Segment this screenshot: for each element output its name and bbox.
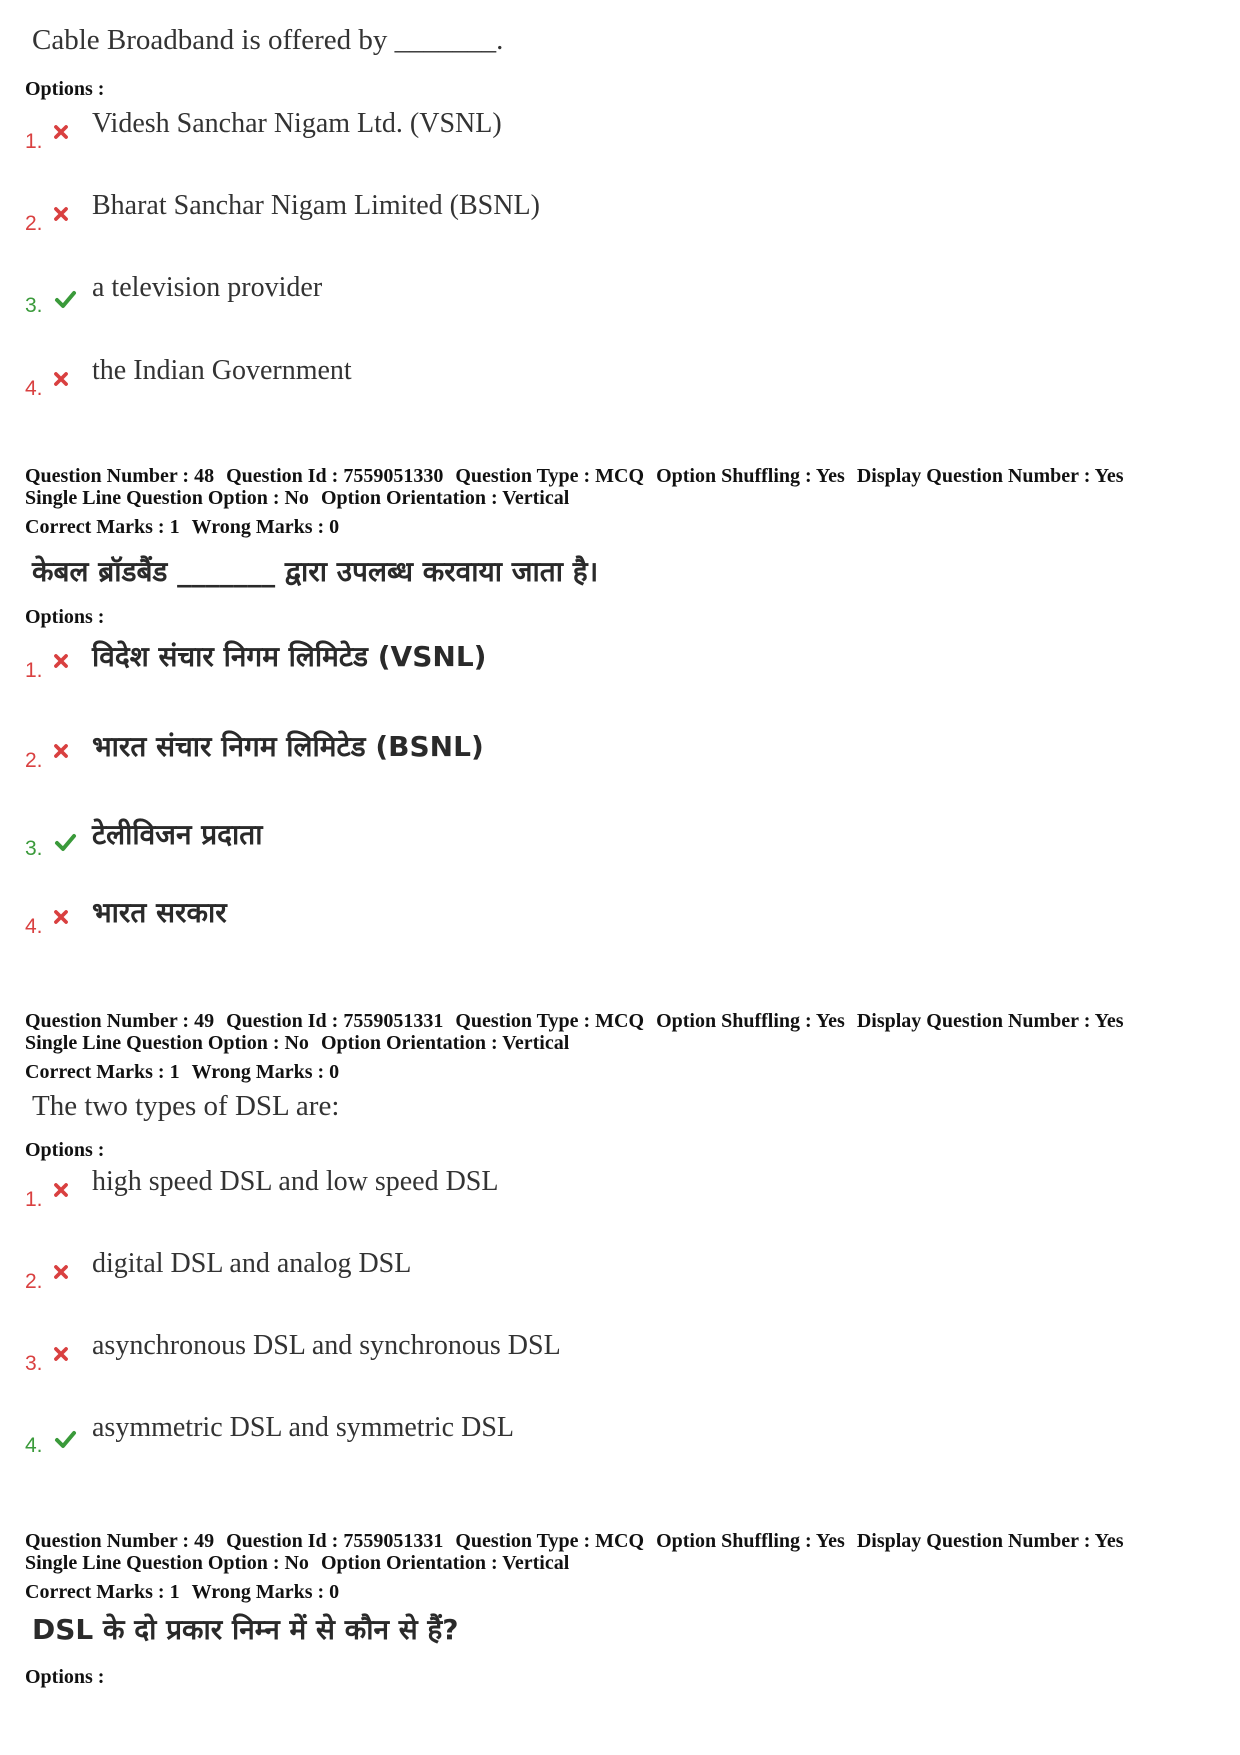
option-number: 2. (25, 1270, 43, 1293)
option-number: 2. (25, 749, 43, 772)
meta-line-2 (25, 1552, 1136, 1574)
option-text: asynchronous DSL and synchronous DSL (92, 1330, 561, 1361)
meta-field: Correct Marks : 1 (25, 516, 180, 538)
meta-field: Correct Marks : 1 (25, 1581, 180, 1603)
cross-icon (53, 653, 75, 675)
option-number: 3. (25, 837, 43, 860)
option-number: 3. (25, 1352, 43, 1375)
question-text: Cable Broadband is offered by _______. (32, 24, 504, 56)
meta-line-1 (25, 465, 1136, 487)
meta-field: Question Id : 7559051331 (226, 1010, 444, 1032)
meta-field: Option Shuffling : Yes (656, 1530, 845, 1552)
option-text: भारत संचार निगम लिमिटेड (BSNL) (92, 730, 484, 763)
option-row (0, 727, 1240, 787)
option-row (0, 815, 1240, 875)
option-text: टेलीविजन प्रदाता (92, 818, 263, 851)
meta-field: Single Line Question Option : No (25, 1552, 309, 1574)
check-icon (53, 831, 75, 853)
cross-icon (53, 909, 75, 931)
marks-line (25, 1581, 351, 1603)
option-text: भारत सरकार (92, 896, 227, 929)
meta-field: Option Shuffling : Yes (656, 1010, 845, 1032)
meta-field: Wrong Marks : 0 (191, 516, 340, 538)
cross-icon (53, 124, 75, 146)
question-text: The two types of DSL are: (32, 1090, 340, 1122)
meta-line-3 (25, 1581, 351, 1603)
check-icon (53, 288, 75, 310)
meta-field: Wrong Marks : 0 (191, 1581, 340, 1603)
option-text: digital DSL and analog DSL (92, 1248, 412, 1279)
meta-field: Question Type : MCQ (455, 465, 645, 487)
option-row (0, 1248, 1240, 1308)
options-label: Options : (25, 78, 105, 100)
meta-field: Question Type : MCQ (455, 1010, 645, 1032)
cross-icon (53, 743, 75, 765)
question-text: केबल ब्रॉडबैंड _______ द्वारा उपलब्ध करवाया जाता है। (32, 555, 599, 588)
meta-field: Wrong Marks : 0 (191, 1061, 340, 1083)
meta-line-1 (25, 1530, 1136, 1552)
options-label: Options : (25, 606, 105, 628)
option-number: 4. (25, 1434, 43, 1457)
meta-field: Question Number : 49 (25, 1010, 215, 1032)
option-number: 1. (25, 130, 43, 153)
meta-field: Display Question Number : Yes (856, 1530, 1124, 1552)
meta-line-3 (25, 516, 351, 538)
option-row (0, 190, 1240, 250)
option-row (0, 272, 1240, 332)
marks-line (25, 1061, 351, 1083)
option-number: 1. (25, 659, 43, 682)
meta-line-2 (25, 1032, 1136, 1054)
meta-field: Display Question Number : Yes (856, 1010, 1124, 1032)
option-text: a television provider (92, 272, 323, 303)
option-number: 4. (25, 915, 43, 938)
meta-field: Correct Marks : 1 (25, 1061, 180, 1083)
option-number: 3. (25, 294, 43, 317)
option-row (0, 893, 1240, 953)
option-number: 4. (25, 377, 43, 400)
option-row (0, 637, 1240, 697)
option-number: 1. (25, 1188, 43, 1211)
meta-line-1 (25, 1010, 1136, 1032)
option-text: विदेश संचार निगम लिमिटेड (VSNL) (92, 640, 487, 673)
meta-field: Option Shuffling : Yes (656, 465, 845, 487)
option-row (0, 1166, 1240, 1226)
meta-field: Question Number : 49 (25, 1530, 215, 1552)
meta-field: Single Line Question Option : No (25, 487, 309, 509)
meta-line-3 (25, 1061, 351, 1083)
option-row (0, 108, 1240, 168)
option-text: Videsh Sanchar Nigam Ltd. (VSNL) (92, 108, 502, 139)
option-row (0, 1412, 1240, 1472)
meta-field: Display Question Number : Yes (856, 465, 1124, 487)
option-row (0, 1330, 1240, 1390)
meta-line-2 (25, 487, 1136, 509)
meta-field: Single Line Question Option : No (25, 1032, 309, 1054)
option-text: the Indian Government (92, 355, 352, 386)
cross-icon (53, 1346, 75, 1368)
meta-field: Question Id : 7559051331 (226, 1530, 444, 1552)
cross-icon (53, 206, 75, 228)
options-label: Options : (25, 1666, 105, 1688)
cross-icon (53, 1182, 75, 1204)
meta-field: Question Id : 7559051330 (226, 465, 444, 487)
option-number: 2. (25, 212, 43, 235)
question-text: DSL के दो प्रकार निम्न में से कौन से हैं? (32, 1613, 459, 1646)
question-meta (25, 1530, 1136, 1574)
option-text: asymmetric DSL and symmetric DSL (92, 1412, 514, 1443)
meta-field: Question Type : MCQ (455, 1530, 645, 1552)
question-meta (25, 465, 1136, 509)
meta-field: Option Orientation : Vertical (320, 1032, 570, 1054)
option-text: high speed DSL and low speed DSL (92, 1166, 499, 1197)
meta-field: Option Orientation : Vertical (320, 1552, 570, 1574)
marks-line (25, 516, 351, 538)
option-text: Bharat Sanchar Nigam Limited (BSNL) (92, 190, 540, 221)
options-label: Options : (25, 1139, 105, 1161)
cross-icon (53, 371, 75, 393)
option-row (0, 355, 1240, 415)
meta-field: Question Number : 48 (25, 465, 215, 487)
check-icon (53, 1428, 75, 1450)
question-meta (25, 1010, 1136, 1054)
cross-icon (53, 1264, 75, 1286)
meta-field: Option Orientation : Vertical (320, 487, 570, 509)
